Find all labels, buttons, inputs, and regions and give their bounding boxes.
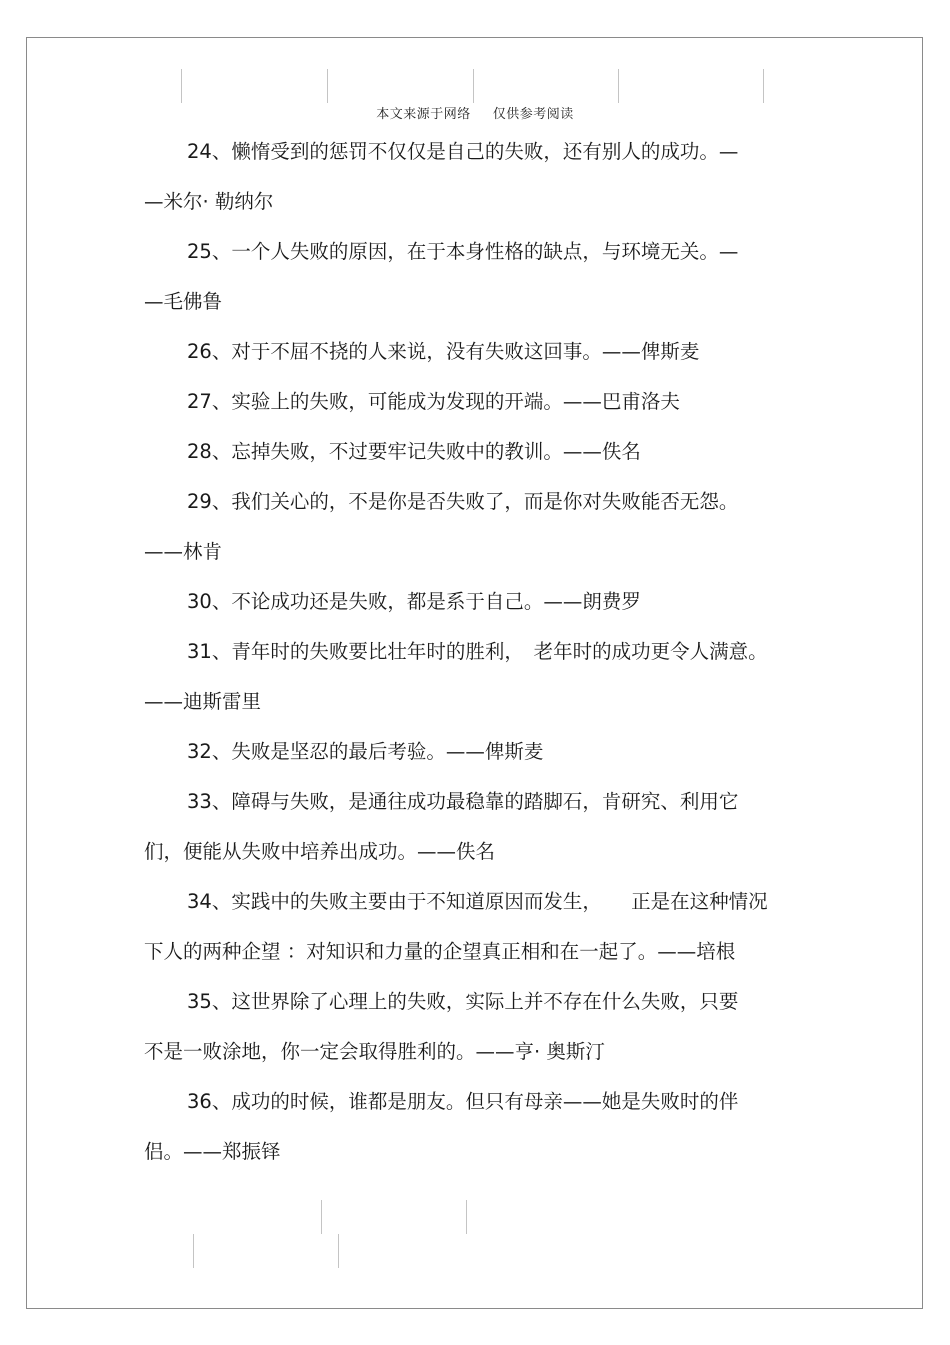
- top-rule-mark: [327, 69, 328, 103]
- quote-28: 28、忘掉失败，不过要牢记失败中的教训。——佚名: [187, 440, 641, 463]
- quote-27: 27、实验上的失败，可能成为发现的开端。——巴甫洛夫: [187, 390, 680, 413]
- header-note: [0, 103, 950, 122]
- quote-30: 30、不论成功还是失败，都是系于自己。——朗费罗: [187, 590, 641, 613]
- quote-31-line-2: ——迪斯雷里: [144, 690, 262, 713]
- top-rule-mark: [763, 69, 764, 103]
- top-rule-mark: [618, 69, 619, 103]
- quote-36-line-2: 侣。——郑振铎: [144, 1140, 281, 1163]
- bottom-rule-mark: [193, 1234, 194, 1268]
- quote-24-line-1: 24、懒惰受到的惩罚不仅仅是自己的失败，还有别人的成功。—: [187, 140, 739, 163]
- quote-25-line-1: 25、一个人失败的原因，在于本身性格的缺点，与环境无关。—: [187, 240, 739, 263]
- top-rule-mark: [473, 69, 474, 103]
- quote-34-line-1: 34、实践中的失败主要由于不知道原因而发生， 正是在这种情况: [187, 890, 768, 913]
- quote-24-line-2: —米尔· 勒纳尔: [144, 190, 274, 213]
- quote-29-line-2: ——林肯: [144, 540, 223, 563]
- quote-33-line-2: 们，便能从失败中培养出成功。——佚名: [144, 840, 496, 863]
- quote-32: 32、失败是坚忍的最后考验。——俾斯麦: [187, 740, 544, 763]
- header-source-text: 本文来源于网络: [376, 107, 471, 122]
- bottom-rule-mark: [466, 1200, 467, 1234]
- quote-33-line-1: 33、障碍与失败，是通往成功最稳靠的踏脚石，肯研究、利用它: [187, 790, 739, 813]
- quote-29-line-1: 29、我们关心的，不是你是否失败了，而是你对失败能否无怨。: [187, 490, 739, 513]
- header-reference-text: 仅供参考阅读: [492, 107, 574, 122]
- page-frame: [26, 37, 923, 1309]
- quote-26: 26、对于不屈不挠的人来说，没有失败这回事。——俾斯麦: [187, 340, 700, 363]
- bottom-rule-mark: [338, 1234, 339, 1268]
- quote-25-line-2: —毛佛鲁: [144, 290, 223, 313]
- quote-31-line-1: 31、青年时的失败要比壮年时的胜利， 老年时的成功更令人满意。: [187, 640, 768, 663]
- quote-34-line-2: 下人的两种企望 ：对知识和力量的企望真正相和在一起了。——培根: [144, 940, 736, 963]
- quote-35-line-1: 35、这世界除了心理上的失败，实际上并不存在什么失败，只要: [187, 990, 739, 1013]
- bottom-rule-mark: [321, 1200, 322, 1234]
- quote-35-line-2: 不是一败涂地，你一定会取得胜利的。——亨· 奥斯汀: [144, 1040, 605, 1063]
- top-rule-mark: [181, 69, 182, 103]
- quote-36-line-1: 36、成功的时候，谁都是朋友。但只有母亲——她是失败时的伴: [187, 1090, 739, 1113]
